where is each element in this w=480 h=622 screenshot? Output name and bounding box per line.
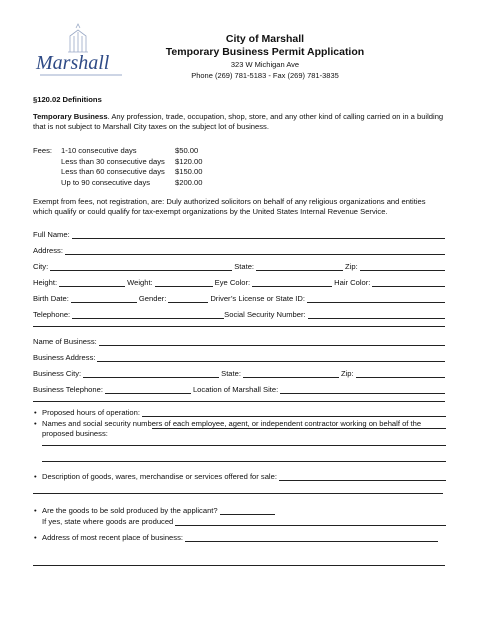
business-address-row (33, 352, 445, 363)
weight-field[interactable] (155, 278, 213, 287)
section-divider (33, 565, 445, 566)
city-of-marshall-logo (30, 22, 130, 82)
exemption-paragraph: Exempt from fees, not registration, are: Duly authorized solicitors on behalf of any religious organizations and entities which qualify or could qualify for tax-exempt organizations by the United States Internal Revenue Service. (33, 197, 426, 216)
form-title: Temporary Business Permit Application (165, 46, 365, 58)
section-divider (33, 326, 445, 327)
weight-label: Weight: (127, 278, 153, 287)
employees-item (34, 419, 446, 441)
produced-item (34, 506, 446, 517)
produced-where-field[interactable] (175, 517, 446, 526)
goods-field[interactable] (279, 472, 446, 481)
recent-business-label: Address of most recent place of business: (42, 533, 183, 542)
address-label: Address: (33, 246, 63, 255)
section-heading: §120.02 Definitions (33, 95, 102, 104)
address-row (33, 245, 445, 256)
city-field[interactable] (50, 262, 232, 271)
state-field[interactable] (256, 262, 343, 271)
business-zip-field[interactable] (356, 369, 445, 378)
business-city-field[interactable] (83, 369, 219, 378)
business-city-state-zip-row (33, 368, 445, 379)
telephone-ssn-row (33, 309, 445, 320)
bullet-icon: • (34, 533, 37, 542)
business-telephone-label: Business Telephone: (33, 385, 103, 394)
recent-business-field[interactable] (185, 533, 438, 542)
state-label: State: (234, 262, 255, 271)
gender-label: Gender: (138, 294, 167, 303)
telephone-field[interactable] (72, 310, 224, 319)
zip-label: Zip: (345, 262, 358, 271)
full-name-field[interactable] (72, 230, 445, 239)
document-header (130, 33, 400, 81)
birth-gender-license-row (33, 293, 445, 304)
recent-business-item (34, 533, 446, 544)
ssn-label: Social Security Number: (224, 310, 306, 319)
license-field[interactable] (307, 294, 445, 303)
employees-label: Names and social security numbers of each employee, agent, or independent contractor working on behalf of the proposed business: (42, 419, 422, 438)
business-state-label: State: (221, 369, 241, 378)
hair-color-field[interactable] (372, 278, 445, 287)
goods-label: Description of goods, wares, merchandise or services offered for sale: (42, 472, 277, 481)
section-divider (33, 401, 445, 402)
city-state-zip-row (33, 261, 445, 272)
produced-where-item (34, 517, 446, 528)
hours-item (34, 408, 446, 419)
hours-label: Proposed hours of operation: (42, 408, 140, 417)
hair-color-label: Hair Color: (334, 278, 371, 287)
fee-amount: $120.00 (175, 156, 203, 166)
produced-where-label: If yes, state where goods are produced (42, 517, 174, 526)
bullet-icon: • (34, 472, 37, 481)
employees-field-line-3[interactable] (42, 461, 446, 462)
business-telephone-location-row (33, 384, 445, 395)
birth-date-label: Birth Date: (33, 294, 69, 303)
business-telephone-field[interactable] (105, 385, 191, 394)
business-name-label: Name of Business: (33, 337, 97, 346)
definition-paragraph (33, 112, 445, 132)
gender-field[interactable] (168, 294, 208, 303)
produced-label: Are the goods to be sold produced by the applicant? (42, 506, 218, 515)
city-phone-fax: Phone (269) 781-5183 - Fax (269) 781-3835 (191, 71, 339, 80)
height-field[interactable] (59, 278, 125, 287)
license-label: Driver’s License or State ID: (210, 294, 306, 303)
business-zip-label: Zip: (340, 369, 354, 378)
employees-field[interactable] (152, 428, 446, 429)
city-label: City: (33, 262, 49, 271)
ssn-field[interactable] (308, 310, 445, 319)
full-name-label: Full Name: (33, 230, 70, 239)
fee-amount: $200.00 (175, 177, 203, 187)
hours-field[interactable] (142, 408, 446, 417)
business-address-label: Business Address: (33, 353, 96, 362)
fee-amount: $150.00 (175, 167, 203, 176)
location-field[interactable] (280, 385, 445, 394)
goods-field-line-2[interactable] (33, 493, 443, 494)
business-name-row (33, 336, 445, 347)
business-address-field[interactable] (97, 353, 445, 362)
eye-color-label: Eye Color: (214, 278, 251, 287)
physical-description-row (33, 277, 445, 288)
bullet-icon: • (34, 419, 37, 428)
business-state-field[interactable] (243, 369, 339, 378)
goods-item (34, 472, 446, 483)
birth-date-field[interactable] (71, 294, 137, 303)
business-city-label: Business City: (33, 369, 82, 378)
telephone-label: Telephone: (33, 310, 71, 319)
address-field[interactable] (65, 246, 445, 255)
height-label: Height: (33, 278, 58, 287)
full-name-row (33, 229, 445, 240)
business-name-field[interactable] (99, 337, 445, 346)
definition-text: . Any profession, trade, occupation, shop, store, and any other kind of calling carried on in a building that is not subject to Marshall City taxes on the subject lot of business. (33, 112, 444, 131)
fee-amount: $50.00 (175, 146, 199, 155)
definition-term: Temporary Business (33, 112, 108, 121)
employees-field-line-2[interactable] (42, 445, 446, 446)
fee-period: 1-10 consecutive days (61, 146, 137, 155)
eye-color-field[interactable] (252, 278, 332, 287)
fee-period: Less than 60 consecutive days (61, 167, 165, 176)
bullet-icon: • (34, 506, 37, 515)
location-label: Location of Marshall Site: (192, 385, 279, 394)
logo-wordmark: Marshall (36, 52, 110, 74)
fee-period: Up to 90 consecutive days (61, 177, 151, 187)
zip-field[interactable] (360, 262, 445, 271)
fee-period: Less than 30 consecutive days (61, 156, 165, 166)
fees-label: Fees: (33, 146, 52, 155)
city-address: 323 W Michigan Ave (230, 60, 300, 69)
produced-answer-field[interactable] (220, 506, 275, 515)
city-name: City of Marshall (225, 33, 305, 45)
bullet-icon: • (34, 408, 37, 417)
